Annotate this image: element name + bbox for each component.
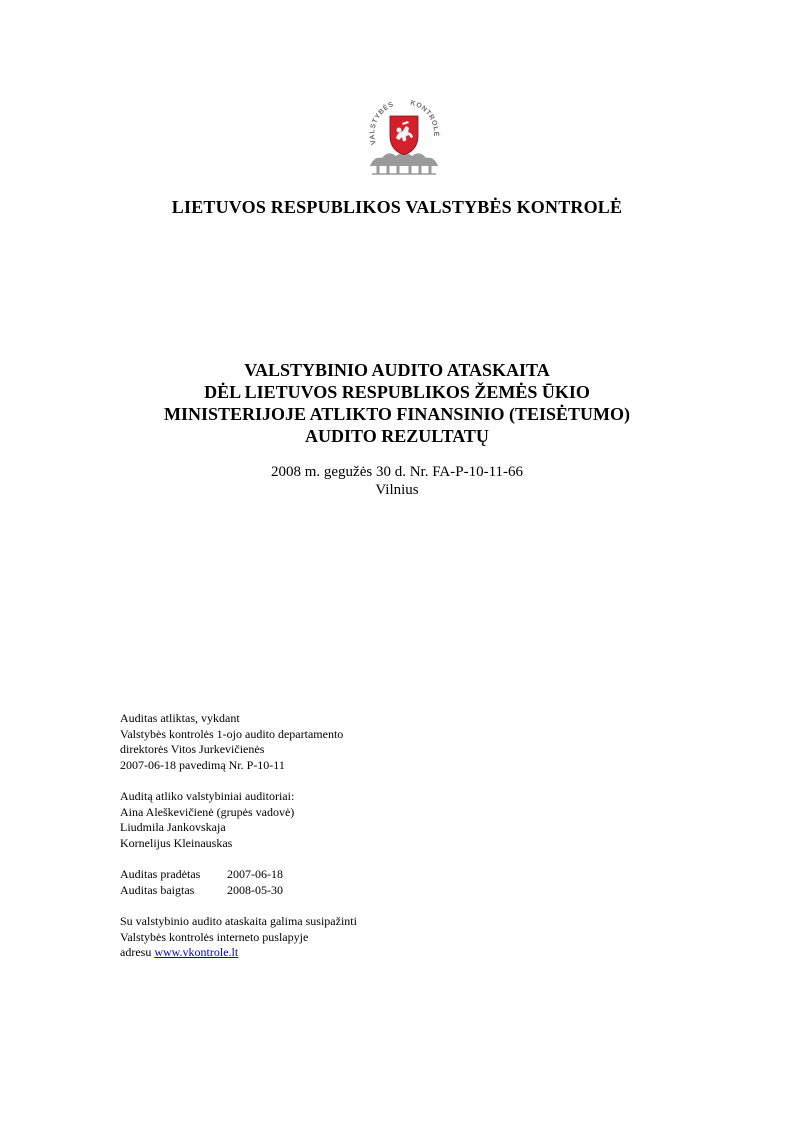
text-line: Valstybės kontrolės interneto puslapyje [120, 929, 309, 944]
auditor-name: Liudmila Jankovskaja [120, 820, 226, 834]
assignment-paragraph [120, 711, 540, 773]
report-title-line: AUDITO REZULTATŲ [305, 426, 489, 446]
audit-ended-row [120, 883, 540, 899]
audit-ended-label: Auditas baigtas [120, 882, 195, 897]
auditors-paragraph [120, 789, 540, 851]
report-title-line: DĖL LIETUVOS RESPUBLIKOS ŽEMĖS ŪKIO [204, 382, 590, 402]
auditor-name: Aina Aleškevičienė (grupės vadovė) [120, 804, 295, 819]
auditor-name: Kornelijus Kleinauskas [120, 835, 233, 850]
emblem-icon [362, 92, 446, 176]
text-line: Auditą atliko valstybiniai auditoriai: [120, 789, 295, 803]
report-title [0, 359, 794, 447]
address-prefix: adresu [120, 945, 152, 959]
organization-title: LIETUVOS RESPUBLIKOS VALSTYBĖS KONTROLĖ [171, 197, 623, 217]
valstybes-kontrole-emblem [362, 92, 446, 176]
audit-started-row [120, 867, 540, 883]
audit-ended-value: 2008-05-30 [227, 882, 283, 897]
date-block [0, 463, 794, 499]
text-line [120, 945, 540, 961]
website-paragraph [120, 914, 540, 961]
text-line: Su valstybinio audito ataskaita galima susipažinti [120, 914, 357, 928]
text-line: Valstybės kontrolės 1-ojo audito departamento [120, 726, 344, 741]
audit-dates [120, 867, 540, 898]
emblem-ring-text-left: VALSTYBĖS [369, 101, 396, 146]
text-line: Auditas atliktas, vykdant [120, 711, 240, 725]
report-title-line: VALSTYBINIO AUDITO ATASKAITA [244, 360, 550, 380]
text-line: direktorės Vitos Jurkevičienės [120, 742, 265, 756]
report-date-number: 2008 m. gegužės 30 d. Nr. FA-P-10-11-66 [270, 464, 524, 480]
audit-started-value: 2007-06-18 [227, 867, 283, 881]
text-line: 2007-06-18 pavedimą Nr. P-10-11 [120, 757, 285, 772]
website-link[interactable]: www.vkontrole.lt [154, 945, 239, 959]
audit-started-label: Auditas pradėtas [120, 867, 201, 881]
report-city: Vilnius [375, 482, 419, 498]
emblem-ring-text-right: KONTROLĖ [409, 99, 440, 137]
report-title-line: MINISTERIJOJE ATLIKTO FINANSINIO (TEISĖTUMO) [164, 404, 630, 424]
audit-info [120, 711, 540, 961]
